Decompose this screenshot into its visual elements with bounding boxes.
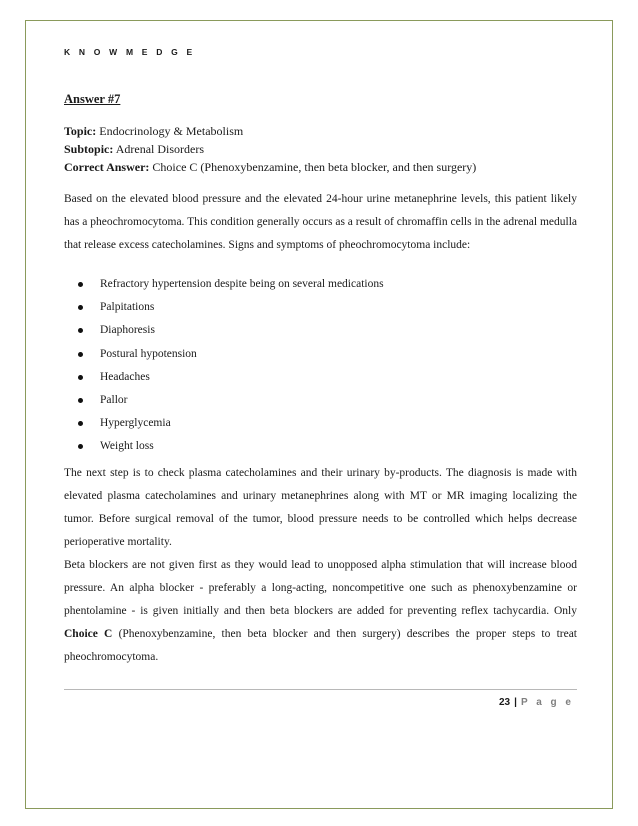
diagnosis-paragraph: The next step is to check plasma catecholamines and their urinary by-products. The diagnosis is made with elevated plasma catecholamines and urinary metanephrines along with MT or MR imaging localizing the tumor. Before surgical removal of the tumor, blood pressure needs to be controlled which helps decrease perioperative mortality.: [64, 467, 577, 548]
topic-label: Topic:: [64, 124, 97, 138]
answer-title: Answer #7: [64, 92, 121, 106]
page-footer: [499, 697, 574, 708]
correct-answer-label: Correct Answer:: [64, 160, 150, 174]
page-word: P a g e: [520, 697, 574, 708]
topic-value: Endocrinology & Metabolism: [99, 124, 244, 138]
intro-paragraph: Based on the elevated blood pressure and the elevated 24-hour urine metanephrine levels, this patient likely has a pheochromocytoma. This condition generally occurs as a result of chromaffin cells in the adrenal medulla that release excess catecholamines. Signs and symptoms of pheochromocytoma include:: [64, 193, 577, 251]
treatment-text-end: (Phenoxybenzamine, then beta blocker and then surgery) describes the proper steps to treat pheochromocytoma.: [64, 628, 577, 663]
treatment-choice-bold: Choice C: [64, 628, 113, 640]
bullet-icon: [78, 328, 83, 333]
list-item: Diaphoresis: [78, 319, 384, 342]
list-item: Hyperglycemia: [78, 412, 384, 435]
brand-header: K N O W M E D G E: [64, 47, 196, 57]
footer-divider: [64, 689, 577, 690]
bullet-icon: [78, 282, 83, 287]
treatment-paragraph: [64, 554, 577, 669]
correct-answer-line: [64, 160, 476, 175]
list-item: Headaches: [78, 366, 384, 389]
list-item: Pallor: [78, 389, 384, 412]
bullet-icon: [78, 352, 83, 357]
subtopic-label: Subtopic:: [64, 142, 114, 156]
list-item: Palpitations: [78, 296, 384, 319]
subtopic-value: Adrenal Disorders: [115, 142, 205, 156]
bullet-icon: [78, 375, 83, 380]
bullet-icon: [78, 444, 83, 449]
bullet-icon: [78, 421, 83, 426]
bullet-icon: [78, 305, 83, 310]
symptom-list: [78, 273, 384, 459]
correct-answer-value: Choice C (Phenoxybenzamine, then beta blocker, and then surgery): [152, 160, 477, 174]
list-item: Weight loss: [78, 435, 384, 458]
list-item: Refractory hypertension despite being on several medications: [78, 273, 384, 296]
list-item: Postural hypotension: [78, 343, 384, 366]
page-number: 23: [499, 697, 511, 708]
bullet-icon: [78, 398, 83, 403]
treatment-text-start: Beta blockers are not given first as they would lead to unopposed alpha stimulation that will increase blood pressure. An alpha blocker - preferably a long-acting, noncompetitive one such as phenoxybenzamine or phentolamine - is given initially and then beta blockers are added for preventing reflex tachycardia. Only: [64, 559, 577, 617]
topic-line: [64, 124, 243, 139]
footer-separator: |: [514, 697, 517, 708]
subtopic-line: [64, 142, 204, 157]
